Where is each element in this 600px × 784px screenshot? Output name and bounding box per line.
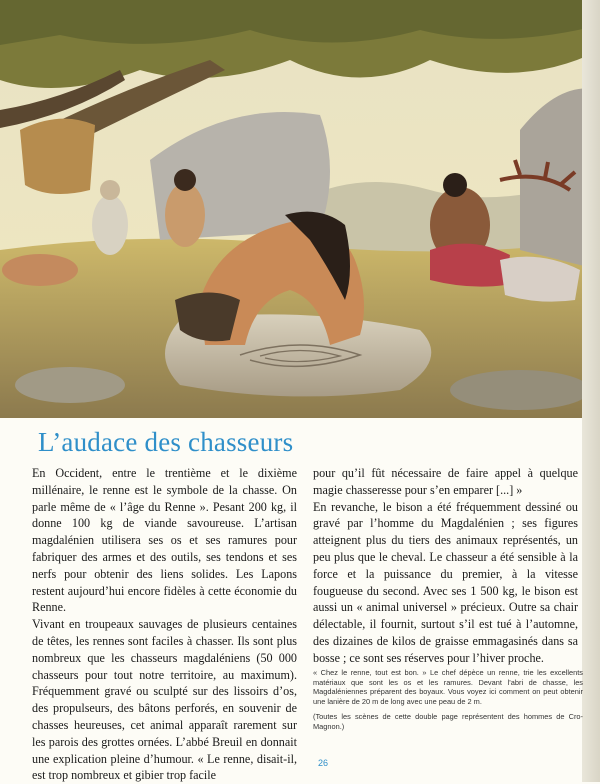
figure-woman-center: [165, 183, 205, 247]
page-edge: [582, 0, 600, 782]
paragraph: pour qu’il fût nécessaire de faire appel à quelque magie chasseresse pour s’en emparer [...] »: [313, 466, 578, 497]
right-text-column: [313, 465, 578, 667]
figure-woman-left: [92, 195, 128, 255]
paragraph: En Occident, entre le trentième et le dixième millénaire, le renne est le symbole de la chasse. On parle même de « l’âge du Renne ». Pesant 200 kg, il donne 100 kg de viande savoureuse. L’artisan magdalénien utilisera ses os et ses ramures pour fabriquer des armes et des outils, ses tendons et ses nerfs pour obtenir des liens solides. Les Lapons restent aujourd’hui encore fidèles à cette économie du Renne.: [32, 466, 297, 615]
paragraph: Vivant en troupeaux sauvages de plusieurs centaines de têtes, les rennes sont faciles à chasser. Ils sont plus nombreux que les chasseurs magdaléniens (50 000 chasseurs pour tout notre territoire, au maximum). Fréquemment gravé ou sculpté sur des lissoirs d’os, des propulseurs, des bâtons perforés, en souvenir de chasses heureuses, cet animal apparaît rarement sur les parois des grottes ornées. L’abbé Breuil en donnait une explication pleine d’humour. « Le renne, disait-il, est trop nombreux et gibier trop facile: [32, 617, 297, 783]
page-number: 26: [318, 758, 329, 768]
figure-children: [2, 254, 78, 286]
page-title: L’audace des chasseurs: [38, 427, 294, 457]
caption-note: (Toutes les scènes de cette double page représentent des hommes de Cro-Magnon.): [313, 712, 583, 731]
left-text-column: [32, 465, 297, 784]
caption-text: « Chez le renne, tout est bon. » Le chef dépèce un renne, trie les excellents matériaux que sont les os et les ramures. Devant l’abri de chasse, les Magdaléniennes préparent des boyaux. Vous voyez ici comment on peut obtenir une lanière de 20 m de long avec une peau de 2 m.: [313, 668, 583, 706]
paragraph: En revanche, le bison a été fréquemment dessiné ou gravé par l’homme du Magdalénien ; ses figures atteignent plus du tiers des animaux représentés, un peu plus que le cheval. Le chasseur a été sensible à la force et la puissance du premier, à la vitesse fougueuse du second. Avec ses 1 500 kg, le bison est aussi un « animal universel » précieux. Outre sa chair délectable, il fournit, surtout s’il est tué à l’automne, des dizaines de kilos de graisse emmagasinés dans sa bosse ; ce sont ses réserves pour l’hiver proche.: [313, 499, 578, 665]
illustration-caption: [313, 668, 583, 738]
